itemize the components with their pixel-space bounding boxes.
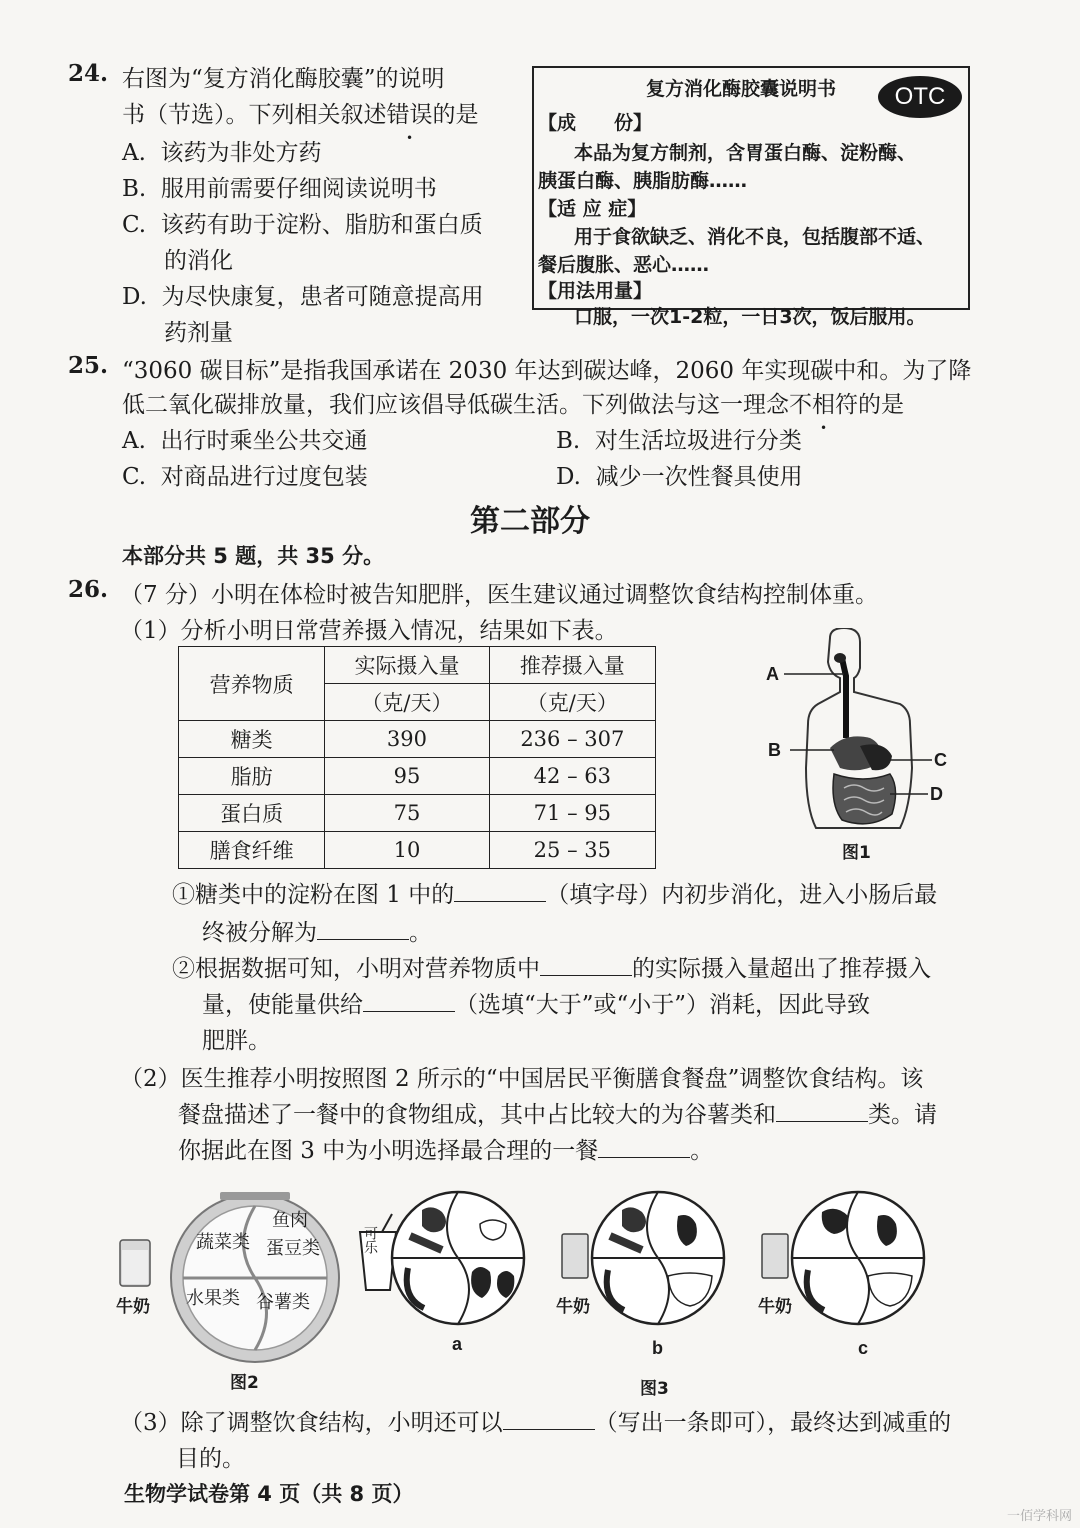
watermark: 一佰学科网 <box>1006 1509 1072 1524</box>
q26-sub2-line1: ②根据数据可知，小明对营养物质中 的实际摄入量超出了推荐摄入 <box>172 950 931 983</box>
q24-number: 24. <box>68 60 109 87</box>
meal-options-figure <box>352 1190 992 1330</box>
drug-manual-box <box>532 66 970 328</box>
answer-blank[interactable] <box>454 879 546 902</box>
manual-dosage: 口服，一次1-2粒，一日3次，饭后服用。 <box>574 306 926 328</box>
q24-option-b[interactable]: B. 服用前需要仔细阅读说明书 <box>122 176 437 202</box>
fig2-caption: 图2 <box>230 1373 259 1393</box>
q26-number: 26. <box>68 576 109 603</box>
table-row: 蛋白质 75 71 – 95 <box>179 795 656 832</box>
fig2-veg-label: 蔬菜类 <box>196 1232 250 1253</box>
q25-number: 25. <box>68 352 109 379</box>
fig1-caption: 图1 <box>842 843 871 863</box>
q26-part2-line1: （2）医生推荐小明按照图 2 所示的“中国居民平衡膳食餐盘”调整饮食结构。该 <box>120 1066 924 1092</box>
fig2-fruit-label: 水果类 <box>186 1288 240 1309</box>
fig1-label-a: A <box>766 664 779 684</box>
otc-badge: OTC <box>878 76 962 118</box>
answer-blank[interactable] <box>598 1135 690 1158</box>
q24-option-d[interactable]: D. 为尽快康复，患者可随意提高用 <box>122 284 484 310</box>
q25-option-d[interactable]: D. 减少一次性餐具使用 <box>556 464 803 490</box>
q24-option-c[interactable]: C. 该药有助于淀粉、脂肪和蛋白质 <box>122 212 483 238</box>
fig1-label-b: B <box>768 740 781 760</box>
manual-heading-ingredients: 【成 份】 <box>538 112 653 134</box>
answer-blank[interactable] <box>776 1099 868 1122</box>
q25-stem-line1: “3060 碳目标”是指我国承诺在 2030 年达到碳达峰，2060 年实现碳中和。为了降 <box>122 358 972 384</box>
answer-blank[interactable] <box>503 1407 595 1430</box>
table-row: 脂肪 95 42 – 63 <box>179 758 656 795</box>
q26-part1: （1）分析小明日常营养摄入情况，结果如下表。 <box>120 618 618 644</box>
table-row: 膳食纤维 10 25 – 35 <box>179 832 656 869</box>
table-header-actual: 实际摄入量 <box>325 647 489 684</box>
part2-title: 第二部分 <box>470 504 590 539</box>
q25-option-c[interactable]: C. 对商品进行过度包装 <box>122 464 368 490</box>
q26-part3-line2: 目的。 <box>176 1446 245 1472</box>
q26-sub2-line2: 量，使能量供给 （选填“大于”或“小于”）消耗，因此导致 <box>202 986 870 1019</box>
answer-blank[interactable] <box>317 917 409 940</box>
q24-option-a[interactable]: A. 该药为非处方药 <box>122 140 322 166</box>
fig3-milk-label-b: 牛奶 <box>556 1297 590 1317</box>
manual-ingredients-1: 本品为复方制剂，含胃蛋白酶、淀粉酶、 <box>574 142 917 164</box>
fig2-fish-label-1: 鱼肉 <box>272 1210 308 1231</box>
q26-part2-line2: 餐盘描述了一餐中的食物组成，其中占比较大的为谷薯类和 类。请 <box>178 1096 937 1129</box>
page-footer: 生物学试卷第 4 页（共 8 页） <box>124 1482 414 1506</box>
nutrition-table <box>178 646 656 869</box>
q26-part3-line1: （3）除了调整饮食结构，小明还可以 （写出一条即可），最终达到减重的 <box>120 1404 951 1437</box>
table-header-recommended-unit: （克/天） <box>489 684 655 721</box>
fig1-label-d: D <box>930 784 943 804</box>
q25-emphasis: 不相符 <box>789 392 858 418</box>
q25-option-b[interactable]: B. 对生活垃圾进行分类 <box>556 428 802 454</box>
fig3-cola-label: 可乐 <box>362 1226 378 1254</box>
q24-option-d-cont: 药剂量 <box>164 320 233 346</box>
q24-emphasis: 错误 <box>386 102 433 128</box>
answer-blank[interactable] <box>363 989 455 1012</box>
manual-title: 复方消化酶胶囊说明书 <box>646 78 837 100</box>
fig1-label-c: C <box>934 750 947 770</box>
fig3-option-c[interactable]: c <box>858 1338 869 1358</box>
q25-option-a[interactable]: A. 出行时乘坐公共交通 <box>122 428 368 454</box>
manual-heading-indications: 【适 应 症】 <box>538 198 647 220</box>
table-row: 糖类 390 236 – 307 <box>179 721 656 758</box>
fig3-milk-label-c: 牛奶 <box>758 1297 792 1317</box>
q24-stem-line2: 书（节选）。下列相关叙述错误的是 <box>122 96 479 129</box>
q24-stem-line1: 右图为“复方消化酶胶囊”的说明 <box>122 66 445 92</box>
q24-option-c-cont: 的消化 <box>164 248 233 274</box>
table-header-recommended: 推荐摄入量 <box>489 647 655 684</box>
q25-stem-line2: 低二氧化碳排放量，我们应该倡导低碳生活。下列做法与这一理念不相符的是 <box>122 386 904 419</box>
answer-blank[interactable] <box>540 953 632 976</box>
manual-ingredients-2: 胰蛋白酶、胰脂肪酶…… <box>538 170 748 192</box>
manual-indications-1: 用于食欲缺乏、消化不良，包括腹部不适、 <box>574 226 936 248</box>
digestive-system-figure <box>760 628 960 868</box>
fig3-caption: 图3 <box>640 1379 669 1399</box>
q26-sub2-line3: 肥胖。 <box>202 1028 271 1054</box>
table-header-actual-unit: （克/天） <box>325 684 489 721</box>
q26-stem: （7 分）小明在体检时被告知肥胖，医生建议通过调整饮食结构控制体重。 <box>120 582 878 608</box>
table-header-nutrient: 营养物质 <box>179 647 325 721</box>
manual-indications-2: 餐后腹胀、恶心…… <box>538 254 710 276</box>
q26-sub1-line2: 终被分解为 。 <box>202 914 432 947</box>
fig3-option-a[interactable]: a <box>452 1334 463 1354</box>
part2-intro: 本部分共 5 题，共 35 分。 <box>122 544 385 568</box>
fig2-fish-label-2: 蛋豆类 <box>266 1238 320 1259</box>
q26-part2-line3: 你据此在图 3 中为小明选择最合理的一餐 。 <box>178 1132 713 1165</box>
q26-sub1-line1: ①糖类中的淀粉在图 1 中的 （填字母）内初步消化，进入小肠后最 <box>172 876 937 909</box>
fig2-milk-label: 牛奶 <box>116 1297 150 1317</box>
manual-heading-dosage: 【用法用量】 <box>538 280 653 302</box>
fig3-option-b[interactable]: b <box>652 1338 663 1358</box>
fig2-grain-label: 谷薯类 <box>256 1292 310 1313</box>
